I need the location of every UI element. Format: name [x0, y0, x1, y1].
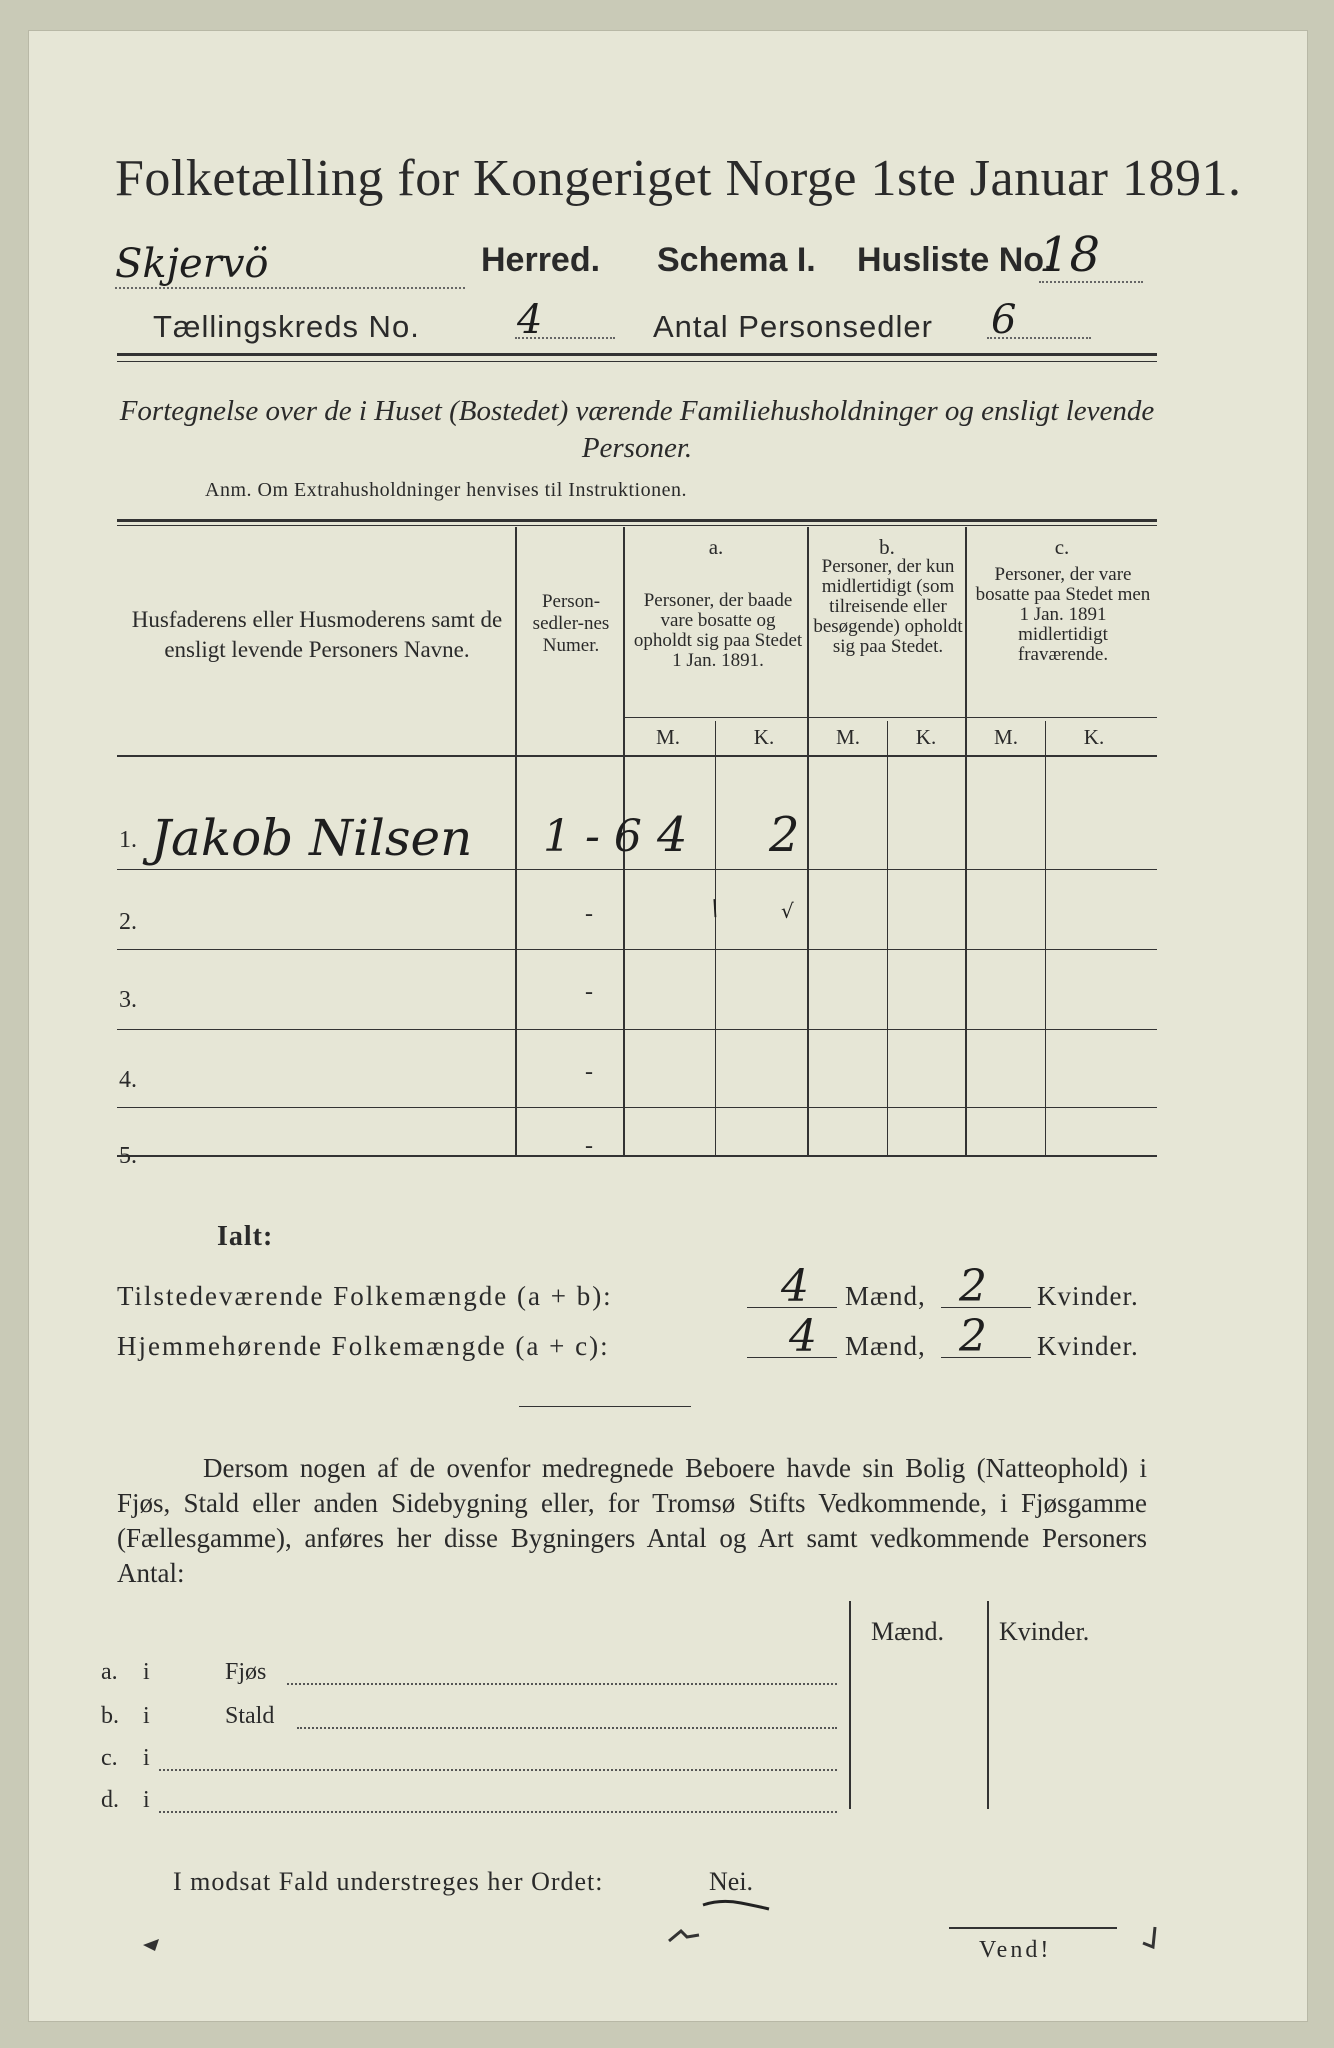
- person-numbers: -: [585, 1133, 593, 1159]
- building-name: Fjøs: [225, 1659, 267, 1685]
- krets-value: 4: [517, 297, 543, 343]
- resident-women-line: [941, 1357, 1031, 1358]
- building-dots: [287, 1683, 837, 1685]
- present-population-label: Tilstedeværende Folkemængde (a + b):: [117, 1281, 613, 1311]
- building-prep: i: [143, 1787, 150, 1813]
- buildings-col-line-2: [987, 1601, 989, 1809]
- a-k-label: K.: [753, 725, 775, 749]
- row-number: 4.: [119, 1067, 137, 1093]
- vend-rule: [949, 1927, 1117, 1929]
- col-line-names: [515, 527, 517, 1155]
- nei-underline-mark: [701, 1897, 771, 1913]
- buildings-col-line-1: [849, 1601, 851, 1809]
- resident-men-value: 4: [789, 1311, 817, 1362]
- separator-rule: [519, 1406, 691, 1407]
- row-number: 1.: [119, 827, 137, 853]
- outbuildings-paragraph: Dersom nogen af de ovenfor medregnede Beboere havde sin Bolig (Natteophold) i Fjøs, Stald eller anden Sidebygning eller, for Tromsø Stifts Vedkommende, i Fjøsgamme (Fællesgamme), anføres her disse Bygningers Antal og Art samt vedkommende Personers Antal:: [117, 1453, 1147, 1588]
- krets-dots: [515, 337, 615, 339]
- header-a-text: Personer, der baade vare bosatte og opholdt sig paa Stedet 1 Jan. 1891.: [633, 590, 803, 671]
- ink-mark-right: [1139, 1925, 1165, 1955]
- household-name: Jakob Nilsen: [151, 809, 473, 867]
- buildings-women-header: Kvinder.: [999, 1617, 1090, 1646]
- present-women-line: [941, 1307, 1031, 1308]
- building-letter: b.: [101, 1703, 119, 1729]
- a-m-label: M.: [656, 725, 680, 749]
- person-numbers: 1 - 6: [543, 811, 642, 862]
- header-a-letter: a.: [708, 535, 724, 559]
- krets-label: Tællingskreds No.: [153, 309, 420, 344]
- person-numbers: -: [585, 901, 593, 927]
- building-prep: i: [143, 1703, 150, 1729]
- b-m-label: M.: [836, 725, 860, 749]
- schema-label: Schema I.: [657, 241, 816, 279]
- building-dots: [159, 1769, 837, 1771]
- building-letter: a.: [101, 1659, 118, 1685]
- col-line-c-mk: [1045, 721, 1046, 1155]
- row-rule-1: [117, 869, 1157, 870]
- resident-women-label: Kvinder.: [1037, 1331, 1139, 1361]
- table-top-rule-2: [117, 525, 1157, 526]
- building-dots: [159, 1811, 837, 1813]
- personsedler-dots: [987, 337, 1091, 339]
- census-form-page: [28, 30, 1308, 2022]
- person-numbers: -: [585, 1059, 593, 1085]
- present-women-value: 2: [959, 1261, 987, 1312]
- row-number: 5.: [119, 1143, 137, 1169]
- resident-men-line: [747, 1357, 837, 1358]
- header-c-letter: c.: [1054, 535, 1070, 559]
- col-line-a: [807, 527, 809, 1155]
- header-rule-1: [117, 353, 1157, 356]
- building-letter: d.: [101, 1787, 119, 1813]
- row-rule-2: [117, 949, 1157, 950]
- row-rule-3: [117, 1029, 1157, 1030]
- building-prep: i: [143, 1659, 150, 1685]
- header-b-letter: b.: [879, 535, 895, 559]
- ialt-label: Ialt:: [217, 1221, 274, 1252]
- building-prep: i: [143, 1745, 150, 1771]
- table-header-rule: [117, 755, 1157, 757]
- header-c-text: Personer, der vare bosatte paa Stedet men 1 Jan. 1891 midlertidigt fraværende.: [975, 564, 1151, 665]
- row-number: 3.: [119, 987, 137, 1013]
- header-b-text: Personer, der kun midlertidigt (som tilreisende eller besøgende) opholdt sig paa Stedet.: [813, 556, 963, 657]
- ink-mark-center: [667, 1927, 701, 1947]
- col-line-b-mk: [887, 721, 888, 1155]
- person-numbers: -: [585, 979, 593, 1005]
- personsedler-value: 6: [991, 297, 1017, 343]
- col-line-a-mk: [715, 721, 716, 1155]
- header-numbers: Person-sedler-nes Numer.: [532, 591, 610, 656]
- present-women-label: Kvinder.: [1037, 1281, 1139, 1311]
- row-number: 2.: [119, 909, 137, 935]
- a-men-count: 4: [657, 807, 688, 863]
- c-m-label: M.: [994, 725, 1018, 749]
- c-k-label: K.: [1083, 725, 1105, 749]
- personsedler-label: Antal Personsedler: [653, 309, 933, 344]
- table-bottom-rule: [117, 1155, 1157, 1157]
- present-men-value: 4: [781, 1261, 809, 1312]
- col-line-b: [965, 527, 967, 1155]
- resident-population-label: Hjemmehørende Folkemængde (a + c):: [117, 1331, 610, 1361]
- nei-instruction: I modsat Fald understreges her Ordet:: [173, 1867, 604, 1896]
- nei-word: Nei.: [709, 1867, 754, 1896]
- herred-value: Skjervö: [115, 241, 465, 289]
- header-names: Husfaderens eller Husmoderens samt de ensligt levende Personers Navne.: [131, 607, 503, 662]
- husliste-label: Husliste No.: [857, 241, 1054, 279]
- husliste-value: 18: [1039, 227, 1101, 283]
- building-name: Stald: [225, 1703, 275, 1729]
- a-men-tick: ∖: [705, 897, 720, 922]
- building-dots: [297, 1727, 837, 1729]
- a-women-count: 2: [769, 807, 800, 863]
- vend-label: Vend!: [979, 1937, 1052, 1963]
- b-k-label: K.: [915, 725, 937, 749]
- ink-mark-left: [141, 1935, 163, 1953]
- form-title: Folketælling for Kongeriget Norge 1ste Januar 1891.: [115, 150, 1242, 207]
- a-women-tick: √: [781, 899, 794, 923]
- present-men-line: [747, 1307, 837, 1308]
- resident-men-label: Mænd,: [845, 1331, 926, 1361]
- building-letter: c.: [101, 1745, 118, 1771]
- table-top-rule: [117, 519, 1157, 522]
- subtitle: Fortegnelse over de i Huset (Bostedet) værende Familiehusholdninger og ensligt levende Personer.: [119, 395, 1155, 464]
- mk-sub-rule: [625, 717, 1157, 718]
- herred-label: Herred.: [481, 241, 601, 279]
- present-men-label: Mænd,: [845, 1281, 926, 1311]
- row-rule-4: [117, 1107, 1157, 1108]
- buildings-men-header: Mænd.: [871, 1617, 944, 1646]
- instruction-note: Anm. Om Extrahusholdninger henvises til Instruktionen.: [205, 479, 687, 501]
- herred-field: [115, 241, 465, 289]
- husliste-dots: [1039, 281, 1143, 283]
- resident-women-value: 2: [959, 1311, 987, 1362]
- header-rule-2: [117, 361, 1157, 362]
